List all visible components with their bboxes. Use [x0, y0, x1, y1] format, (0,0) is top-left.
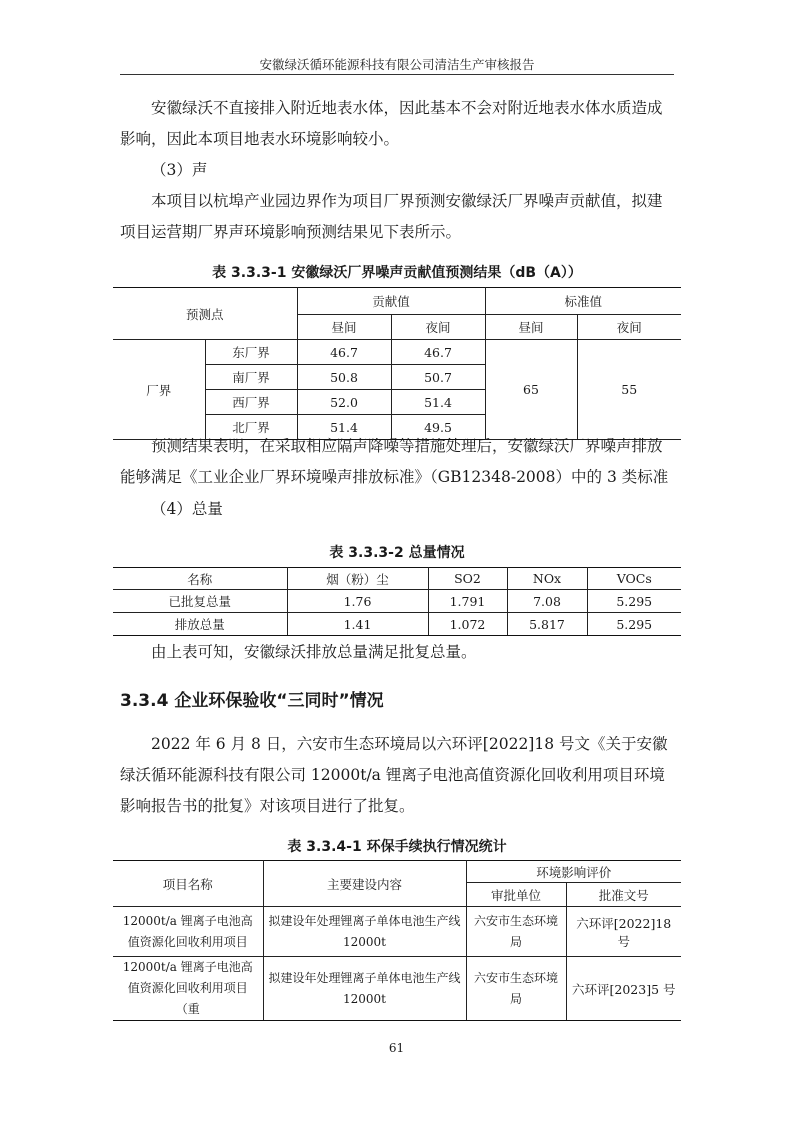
row1-project-name: 12000t/a 锂离子电池高值资源化回收利用项目 — [113, 907, 263, 957]
header-dust: 烟（粉）尘 — [287, 568, 428, 590]
header-standard-night: 夜间 — [577, 315, 681, 340]
row-approved-nox: 7.08 — [507, 590, 587, 613]
row-night-east: 46.7 — [391, 340, 485, 365]
row-day-south: 50.8 — [297, 365, 391, 390]
row-day-east: 46.7 — [297, 340, 391, 365]
row2-approval-doc: 六环评[2023]5 号 — [566, 957, 681, 1021]
row2-approval-dept: 六安市生态环境局 — [466, 957, 566, 1021]
row-name-south: 南厂界 — [205, 365, 297, 390]
header-contribution: 贡献值 — [297, 288, 485, 315]
row1-main-content: 拟建设年处理锂离子单体电池生产线 12000t — [263, 907, 466, 957]
row-approved-vocs: 5.295 — [587, 590, 681, 613]
header-approval-doc: 批准文号 — [566, 883, 681, 907]
table2-caption: 表 3.3.3-2 总量情况 — [329, 545, 465, 561]
row-approved-label: 已批复总量 — [113, 590, 287, 613]
row-day-north: 51.4 — [297, 415, 391, 440]
total-amount-table — [113, 567, 681, 636]
row-emission-label: 排放总量 — [113, 613, 287, 636]
row2-main-content: 拟建设年处理锂离子单体电池生产线 12000t — [263, 957, 466, 1021]
row-emission-nox: 5.817 — [507, 613, 587, 636]
header-standard-day: 昼间 — [485, 315, 577, 340]
header-vocs: VOCs — [587, 568, 681, 590]
group-boundary: 厂界 — [113, 340, 205, 440]
row-day-west: 52.0 — [297, 390, 391, 415]
header-rule — [120, 74, 674, 75]
header-prediction-point: 预测点 — [113, 288, 297, 340]
env-procedure-table — [113, 860, 681, 1021]
row-approved-dust: 1.76 — [287, 590, 428, 613]
header-approval-dept: 审批单位 — [466, 883, 566, 907]
row-night-north: 49.5 — [391, 415, 485, 440]
header-nox: NOx — [507, 568, 587, 590]
row-name-east: 东厂界 — [205, 340, 297, 365]
row1-approval-dept: 六安市生态环境局 — [466, 907, 566, 957]
table1-caption: 表 3.3.3-1 安徽绿沃厂界噪声贡献值预测结果（dB（A）） — [212, 265, 582, 281]
header-name: 名称 — [113, 568, 287, 590]
paragraph-noise-intro: 本项目以杭埠产业园边界作为项目厂界预测安徽绿沃厂界噪声贡献值，拟建项目运营期厂界声环境影响预测结果见下表所示。 — [120, 192, 663, 241]
table3-caption: 表 3.3.4-1 环保手续执行情况统计 — [287, 839, 507, 855]
row-name-west: 西厂界 — [205, 390, 297, 415]
paragraph-approval: 2022 年 6 月 8 日，六安市生态环境局以六环评[2022]18 号文《关于安徽绿沃循环能源科技有限公司 12000t/a 锂离子电池高值资源化回收利用项目环境影响报告书的批复》对该项目进行了批复。 — [120, 735, 668, 815]
noise-prediction-table — [113, 287, 681, 440]
row-emission-vocs: 5.295 — [587, 613, 681, 636]
row-night-south: 50.7 — [391, 365, 485, 390]
section-heading: 3.3.4 企业环保验收“三同时”情况 — [120, 691, 384, 711]
header-eia: 环境影响评价 — [466, 861, 681, 883]
header-standard: 标准值 — [485, 288, 681, 315]
paragraph-noise-conclusion: 预测结果表明，在采取相应隔声降噪等措施处理后，安徽绿沃厂界噪声排放能够满足《工业企业厂界环境噪声排放标准》（GB12348-2008）中的 3 类标准 — [120, 437, 669, 486]
row-night-west: 51.4 — [391, 390, 485, 415]
paragraph-total-conclusion: 由上表可知，安徽绿沃排放总量满足批复总量。 — [151, 643, 477, 661]
page-number: 61 — [388, 1041, 405, 1055]
header-so2: SO2 — [428, 568, 507, 590]
row1-approval-doc: 六环评[2022]18 号 — [566, 907, 681, 957]
header-contrib-night: 夜间 — [391, 315, 485, 340]
row-name-north: 北厂界 — [205, 415, 297, 440]
header-project-name: 项目名称 — [113, 861, 263, 907]
standard-night-value: 55 — [577, 340, 681, 440]
header-contrib-day: 昼间 — [297, 315, 391, 340]
header-main-content: 主要建设内容 — [263, 861, 466, 907]
subheading-noise: （3）声 — [151, 161, 208, 179]
standard-day-value: 65 — [485, 340, 577, 440]
row-emission-so2: 1.072 — [428, 613, 507, 636]
row-emission-dust: 1.41 — [287, 613, 428, 636]
row-approved-so2: 1.791 — [428, 590, 507, 613]
subheading-total: （4）总量 — [151, 500, 223, 518]
row2-project-name: 12000t/a 锂离子电池高值资源化回收利用项目（重 — [113, 957, 263, 1021]
page-header: 安徽绿沃循环能源科技有限公司清洁生产审核报告 — [259, 57, 535, 72]
paragraph-surface-water: 安徽绿沃不直接排入附近地表水体，因此基本不会对附近地表水体水质造成影响，因此本项目地表水环境影响较小。 — [120, 99, 663, 148]
